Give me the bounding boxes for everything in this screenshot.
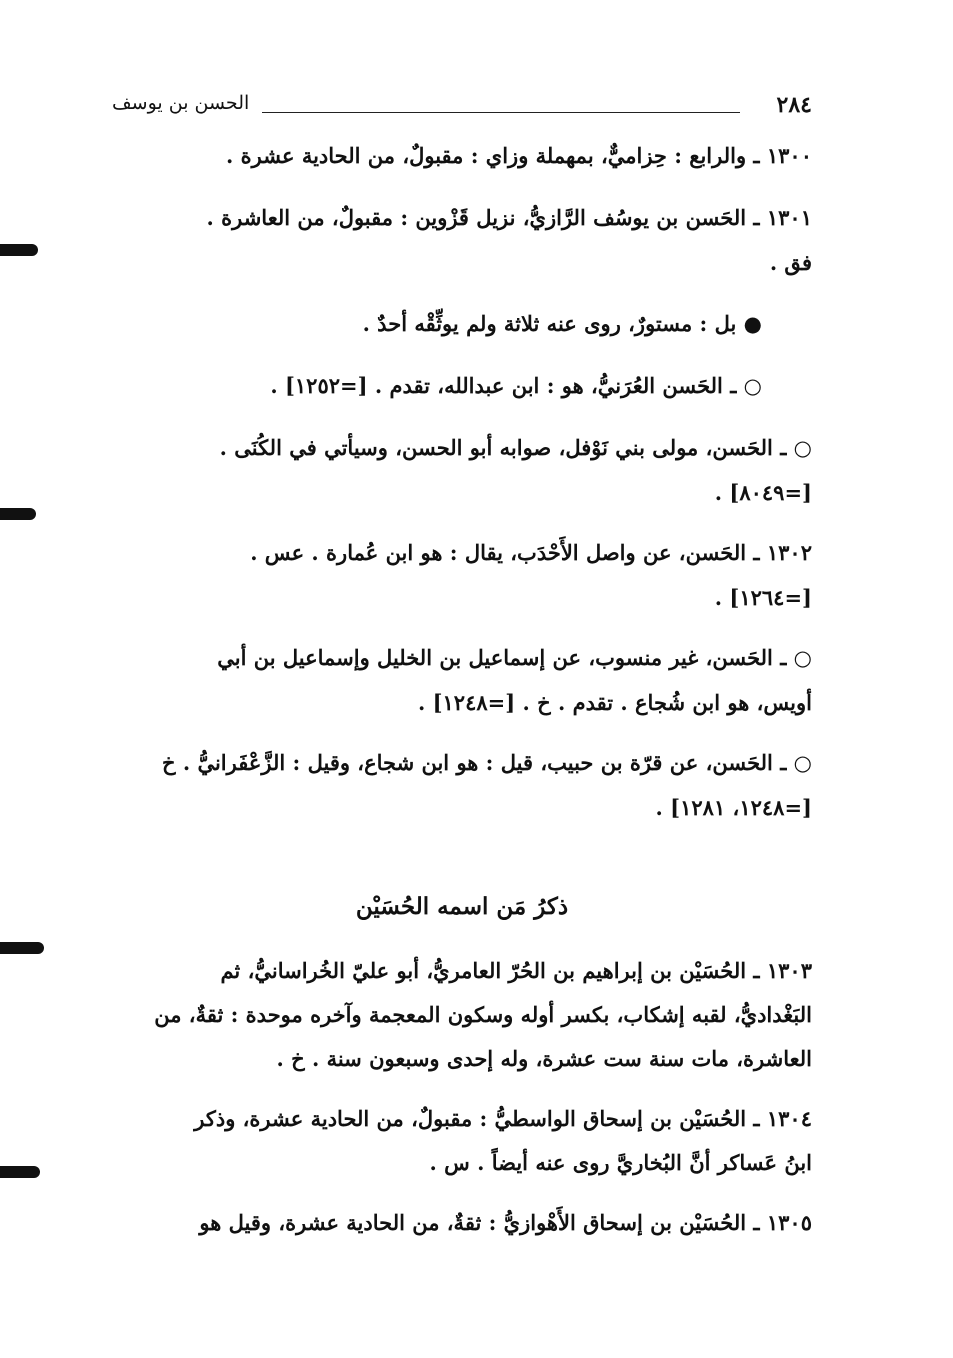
margin-mark xyxy=(0,1166,40,1178)
running-header xyxy=(112,92,812,122)
entry-urani: ○ ـ الحَسن العُرَنيُّ، هو : ابن عبدالله، تقدم . [=١٢٥٢] . xyxy=(270,373,762,398)
entry-1304-line-1: ١٣٠٤ ـ الحُسَيْن بن إسحاق الواسطيُّ : مقبولٌ، من الحادية عشرة، وذكر xyxy=(194,1106,812,1131)
entry-1302-line-2: [=١٢٦٤] . xyxy=(714,585,812,610)
entry-nawfal-line-2: [=٨٠٤٩] . xyxy=(714,480,812,505)
margin-mark xyxy=(0,244,38,256)
entry-nawfal-line-1: ○ ـ الحَسن، مولى بني نَوْفل، صوابه أبو الحسن، وسيأتي في الكُنَى . xyxy=(219,435,812,460)
entry-1304-line-2: ابنُ عَساكر أنَّ البُخاريَّ روى عنه أيضاً . س . xyxy=(429,1150,812,1175)
entry-qurra-line-2: [=١٢٤٨، ١٢٨١] . xyxy=(655,795,812,820)
entry-1303-line-1: ١٣٠٣ ـ الحُسَيْن بن إبراهيم بن الحُرّ العامريُّ، أبو عليّ الخُراسانيُّ، ثم xyxy=(220,958,812,983)
entry-1303-line-3: العاشرة، مات سنة ست عشرة، وله إحدى وسبعون سنة . خ . xyxy=(276,1046,812,1071)
running-title: الحسن بن يوسف xyxy=(112,92,250,114)
entry-1303-line-2: البَغْداديُّ، لقبه إشكاب، بكسر أوله وسكون المعجمة وآخره موحدة : ثقةٌ، من xyxy=(154,1002,812,1027)
margin-mark xyxy=(0,508,36,520)
entry-unattributed-line-1: ○ ـ الحَسن، غير منسوب، عن إسماعيل بن الخليل وإسماعيل بن أبي xyxy=(217,645,812,670)
entry-1302-line-1: ١٣٠٢ ـ الحَسن، عن واصل الأَحْدَب، يقال : هو ابن عُمارة . عس . xyxy=(250,540,812,565)
critique-note: ● بل : مستورٌ، روى عنه ثلاثة ولم يوثِّقْه أحدٌ . xyxy=(362,311,762,336)
entry-1305-line-1: ١٣٠٥ ـ الحُسَيْن بن إسحاق الأَهْوازيُّ : ثقةٌ، من الحادية عشرة، وقيل هو xyxy=(199,1210,812,1235)
entry-1300: ١٣٠٠ ـ والرابع : حِزاميٌّ، بمهملة وزاي : مقبولٌ، من الحادية عشرة . xyxy=(226,143,812,168)
margin-mark xyxy=(0,942,44,954)
entry-qurra-line-1: ○ ـ الحَسن، عن قرّة بن حبيب، قيل : هو ابن شجاع، وقيل : الزَّعْفَرانيُّ . خ xyxy=(161,750,812,775)
entry-1301-line-2: فق . xyxy=(769,250,812,275)
section-heading: ذكرُ مَن اسمه الحُسَيْن xyxy=(355,893,569,920)
header-rule xyxy=(262,112,740,113)
entry-unattributed-line-2: أويس، هو ابن شُجاع . تقدم . خ . [=١٢٤٨] . xyxy=(417,690,812,715)
entry-1301-line-1: ١٣٠١ ـ الحَسن بن يوسُف الرَّازيُّ، نزيل قَزْوين : مقبولٌ، من العاشرة . xyxy=(206,205,812,230)
page-number: ٢٨٤ xyxy=(776,92,812,118)
